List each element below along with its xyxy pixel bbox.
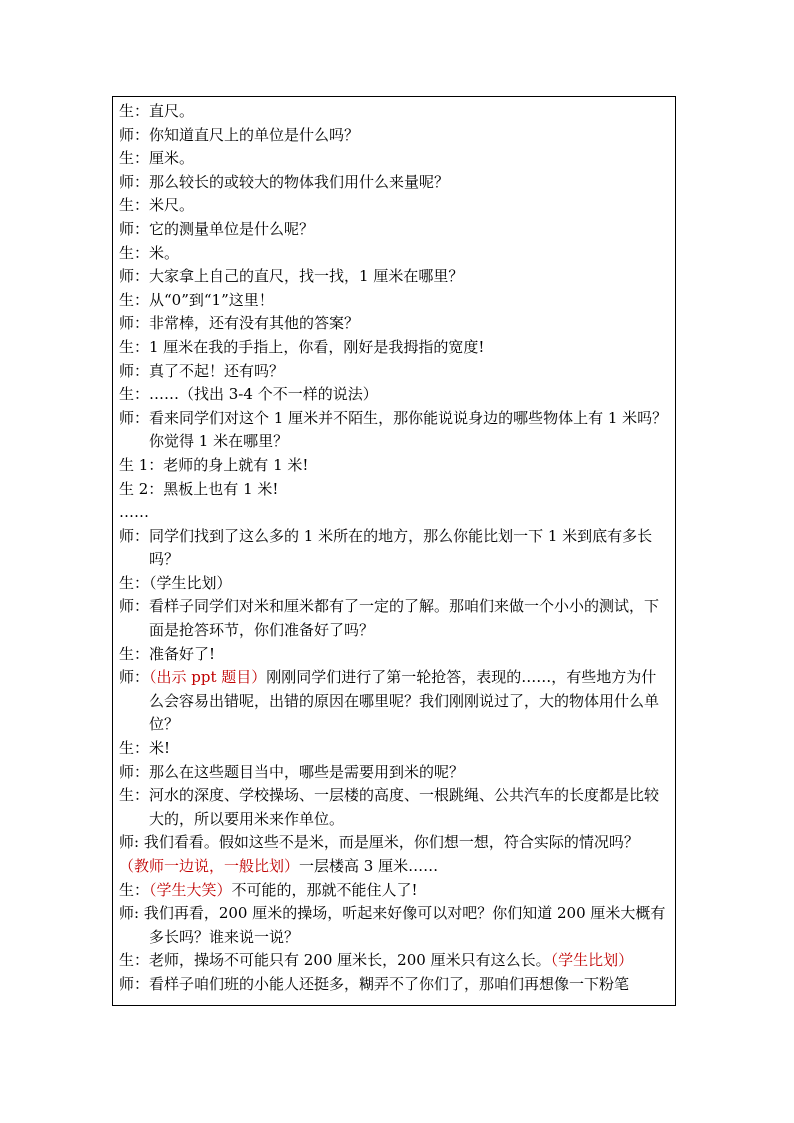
dialogue-line (119, 218, 671, 242)
dialogue-line (119, 831, 671, 855)
dialogue-line (119, 855, 671, 879)
dialogue-text: 师：非常棒，还有没有其他的答案？ (119, 314, 360, 333)
dialogue-line (119, 784, 671, 831)
dialogue-line (119, 595, 671, 642)
dialogue-text: 生：直尺。 (119, 102, 195, 120)
stage-direction: （学生大笑） (149, 880, 232, 899)
stage-direction: （学生比划） (550, 951, 634, 970)
dialogue-line (119, 501, 671, 525)
dialogue-text: 生：米。 (119, 243, 180, 262)
dialogue-content (119, 100, 671, 997)
dialogue-text: 生：准备好了! (119, 644, 216, 663)
dialogue-text: 生：米尺。 (119, 196, 195, 215)
dialogue-text: 生：米! (119, 739, 171, 758)
dialogue-text: 生 1：老师的身上就有 1 米! (119, 455, 309, 474)
dialogue-text: 师：那么较长的或较大的物体我们用什么来量呢？ (119, 172, 450, 191)
dialogue-text: 生：从“0”到“1”这里！ (119, 290, 274, 309)
dialogue-line (119, 737, 671, 761)
dialogue-line (119, 312, 671, 336)
dialogue-line (119, 194, 671, 218)
dialogue-line (119, 147, 671, 171)
dialogue-text: 师：真了不起！还有吗？ (119, 361, 285, 380)
dialogue-line (119, 949, 671, 973)
dialogue-text: 师：那么在这些题目当中，哪些是需要用到米的呢？ (119, 762, 465, 781)
dialogue-line (119, 171, 671, 195)
dialogue-text: 师：大家拿上自己的直尺，找一找，1 厘米在哪里？ (119, 267, 464, 286)
dialogue-text: 师： (119, 668, 150, 687)
dialogue-line (119, 242, 671, 266)
stage-direction: （教师一边说，一般比划） (119, 857, 300, 875)
dialogue-line (119, 454, 671, 478)
dialogue-text: 不可能的，那就不能住人了! (231, 880, 418, 899)
dialogue-line (119, 383, 671, 407)
dialogue-text: 一层楼高 3 厘米…… (299, 857, 439, 875)
dialogue-text: 师: 我们看看。假如这些不是米，而是厘米，你们想一想，符合实际的情况吗？ (119, 833, 639, 852)
dialogue-line (119, 902, 671, 949)
dialogue-text: 师: 我们再看，200 厘米的操场，听起来好像可以对吧？你们知道 200 厘米大概有多长吗？谁来说一说？ (119, 904, 666, 946)
dialogue-line (119, 407, 671, 454)
dialogue-text: 师：你知道直尺上的单位是什么吗？ (119, 125, 360, 144)
dialogue-text: 师：同学们找到了这么多的 1 米所在的地方，那么你能比划一下 1 米到底有多长吗？ (119, 526, 653, 569)
dialogue-text: 生：1 厘米在我的手指上，你看，刚好是我拇指的宽度! (119, 337, 485, 356)
lesson-table-cell (112, 96, 676, 1006)
dialogue-line (119, 100, 671, 124)
dialogue-line (119, 525, 671, 572)
dialogue-text: …… (119, 503, 149, 522)
dialogue-line (119, 572, 671, 596)
dialogue-text: 刚刚同学们进行了第一轮抢答，表现的……，有些地方为什么会容易出错呢，出错的原因在哪里呢？我们刚刚说过了，大的物体用什么单位？ (149, 668, 660, 734)
dialogue-line (119, 336, 671, 360)
dialogue-text: 师：它的测量单位是什么呢？ (119, 219, 315, 238)
dialogue-text: 生：老师，操场不可能只有 200 厘米长，200 厘米只有这么长。 (119, 951, 551, 970)
dialogue-line (119, 666, 671, 737)
stage-direction: （出示 ppt 题目） (149, 668, 267, 687)
dialogue-text: 生：……（找出 3-4 个不一样的说法） (119, 385, 378, 404)
dialogue-text: 生：河水的深度、学校操场、一层楼的高度、一根跳绳、公共汽车的长度都是比较大的，所以要用米来作单位。 (119, 786, 660, 828)
dialogue-line (119, 289, 671, 313)
dialogue-line (119, 879, 671, 903)
dialogue-text: 生：（学生比划） (119, 573, 232, 592)
dialogue-line (119, 265, 671, 289)
dialogue-text: 师：看样子咱们班的小能人还挺多，糊弄不了你们了，那咱们再想像一下粉笔 (119, 974, 630, 993)
dialogue-line (119, 478, 671, 502)
dialogue-text: 生： (119, 880, 150, 899)
dialogue-text: 师：看来同学们对这个 1 厘米并不陌生，那你能说说身边的哪些物体上有 1 米吗？你觉得 1 米在哪里？ (119, 408, 668, 451)
dialogue-line (119, 360, 671, 384)
dialogue-line (119, 124, 671, 148)
dialogue-line (119, 643, 671, 667)
dialogue-line (119, 973, 671, 997)
dialogue-text: 生 2：黑板上也有 1 米! (119, 479, 279, 498)
dialogue-text: 生：厘米。 (119, 149, 195, 168)
dialogue-text: 师：看样子同学们对米和厘米都有了一定的了解。那咱们来做一个小小的测试，下面是抢答环节，你们准备好了吗？ (119, 597, 660, 640)
dialogue-line (119, 761, 671, 785)
